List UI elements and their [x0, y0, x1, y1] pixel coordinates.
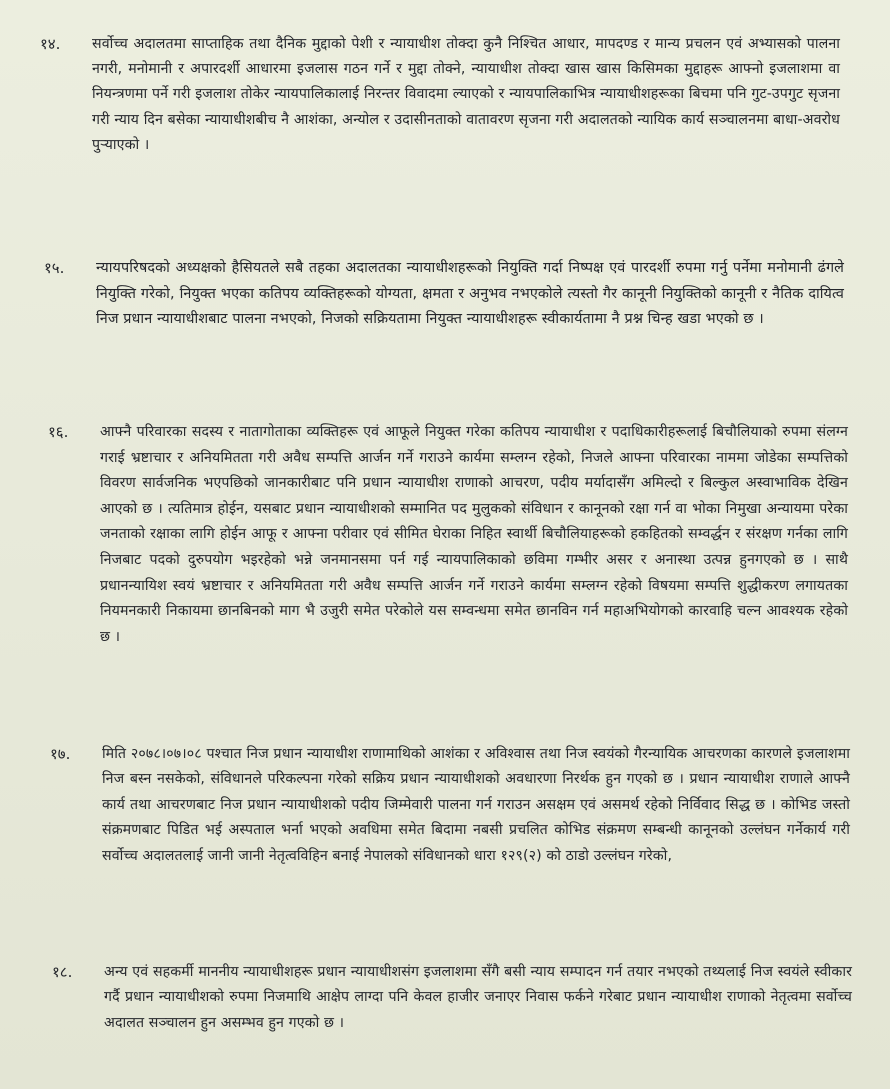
paragraph-14 — [40, 32, 840, 158]
paragraph-text: सर्वोच्च अदालतमा साप्ताहिक तथा दैनिक मुद्दाको पेशी र न्यायाधीश तोक्दा कुनै निश्चित आधार, मापदण्ड र मान्य प्रचलन एवं अभ्यासको पालना नगरी, मनोमानी र अपारदर्शी आधारमा इजलास गठन गर्ने र मुद्दा तोक्ने, न्यायाधीश तोक्दा खास खास किसिमका मुद्दाहरू आफ्नो इजलाशमा वा नियन्त्रणमा पर्ने गरी इजलाश तोकेर न्यायपालिकालाई निरन्तर विवादमा ल्याएको र न्यायपालिकाभित्र न्यायाधीशहरूका बिचमा पनि गुट-उपगुट सृजना गरी न्याय दिन बसेका न्यायाधीशबीच नै आशंका, अन्योल र उदासीनताको वातावरण सृजना गरी अदालतको न्यायिक कार्य सञ्चालनमा बाधा-अवरोध पुऱ्याएको । — [92, 36, 840, 153]
paragraph-text: मिति २०७८।०७।०८ पश्चात निज प्रधान न्यायाधीश राणामाथिको आशंका र अविश्वास तथा निज स्वयंको गैरन्यायिक आचरणका कारणले इजलाशमा निज बस्न नसकेको, संविधानले परिकल्पना गरेको सक्रिय प्रधान न्यायाधीशको अवधारणा निरर्थक हुन गएको छ । प्रधान न्यायाधीश राणाले आफ्नै कार्य तथा आचरणबाट निज प्रधान न्यायाधीशको पदीय जिम्मेवारी पालना गर्न गराउन असक्षम एवं असमर्थ रहेको निर्विवाद सिद्ध छ । कोभिड जस्तो संक्रमणबाट पिडित भई अस्पताल भर्ना भएको अवधिमा समेत बिदामा नबसी प्रचलित कोभिड संक्रमण सम्बन्धी कानूनको उल्लंघन गर्नेकार्य गरी सर्वोच्च अदालतलाई जानी जानी नेतृत्वविहिन बनाई नेपालको संविधानको धारा १२९(२) को ठाडो उल्लंघन गरेको, — [102, 746, 850, 864]
paragraph-text: अन्य एवं सहकर्मी माननीय न्यायाधीशहरू प्रधान न्यायाधीशसंग इजलाशमा सँगै बसी न्याय सम्पादन गर्न तयार नभएको तथ्यलाई निज स्वयंले स्वीकार गर्दै प्रधान न्यायाधीशको रुपमा निजमाथि आक्षेप लाग्दा पनि केवल हाजीर जनाएर निवास फर्कने गरेबाट प्रधान न्यायाधीश राणाको नेतृत्वमा सर्वोच्च अदालत सञ्चालन हुन असम्भव हुन गएको छ । — [104, 964, 852, 1031]
paragraph-number: १४. — [40, 35, 61, 53]
paragraph-17 — [50, 742, 850, 869]
paragraph-text: न्यायपरिषदको अध्यक्षको हैसियतले सबै तहका अदालतका न्यायाधीशहरूको नियुक्ति गर्दा निष्पक्ष एवं पारदर्शी रुपमा गर्नु पर्नेमा मनोमानी ढंगले नियुक्ति गरेको, नियुक्त भएका कतिपय व्यक्तिहरूको योग्यता, क्षमता र अनुभव नभएकोले त्यस्तो गैर कानूनी नियुक्तिको कानूनी र नैतिक दायित्व निज प्रधान न्यायाधीशबाट पालना नभएको, निजको सक्रियतामा नियुक्त न्यायाधीशहरू स्वीकार्यतामा नै प्रश्न चिन्ह खडा भएको छ । — [96, 260, 844, 327]
paragraph-15 — [44, 256, 844, 333]
paragraph-16 — [48, 420, 848, 650]
paragraph-number: १६. — [48, 423, 69, 441]
paragraph-number: १८. — [52, 963, 73, 981]
paragraph-number: १७. — [50, 745, 71, 763]
paragraph-18 — [52, 960, 852, 1036]
paragraph-number: १५. — [44, 259, 65, 277]
paragraph-text: आफ्नै परिवारका सदस्य र नातागोताका व्यक्तिहरू एवं आफूले नियुक्त गरेका कतिपय न्यायाधीश र पदाधिकारीहरूलाई बिचौलियाको रुपमा संलग्न गराई भ्रष्टाचार र अनियमितता गरी अवैध सम्पत्ति आर्जन गर्ने गराउने कार्यमा सम्लग्न रहेको, निजले आफ्ना परिवारका नाममा जोडेका सम्पत्तिको विवरण सार्वजनिक भएपछिको जानकारीबाट पनि प्रधान न्यायाधीश राणाको आचरण, पदीय मर्यादासँग अमिल्दो र बिल्कुल अस्वाभाविक देखिन आएको छ । त्यतिमात्र होईन, यसबाट प्रधान न्यायाधीशको सम्मानित पद मुलुकको संविधान र कानूनको रक्षा गर्न वा भोका निमुखा अन्यायमा परेका जनताको रक्षाका लागि होईन आफू र आफ्ना परीवार एवं सीमित घेराका निहित स्वार्थी बिचौलियाहरूको हकहितको सम्वर्द्धन र संरक्षण गर्नका लागि निजबाट पदको दुरुपयोग भइरहेको भन्ने जनमानसमा पर्न गई न्यायपालिकाको छविमा गम्भीर असर र अनास्था उत्पन्न हुनगएको छ । साथै प्रधानन्यायिश स्वयं भ्रष्टाचार र अनियमितता गरी अवैध सम्पत्ति आर्जन गर्ने गराउने कार्यमा सम्लग्न रहेको विषयमा सम्पत्ति शुद्धीकरण लगायतका नियमनकारी निकायमा छानबिनको माग भै उजुरी समेत परेकोले यस सम्वन्धमा समेत छानविन गर्न महाअभियोगको कारवाहि चल्न आवश्यक रहेको छ । — [100, 424, 848, 645]
